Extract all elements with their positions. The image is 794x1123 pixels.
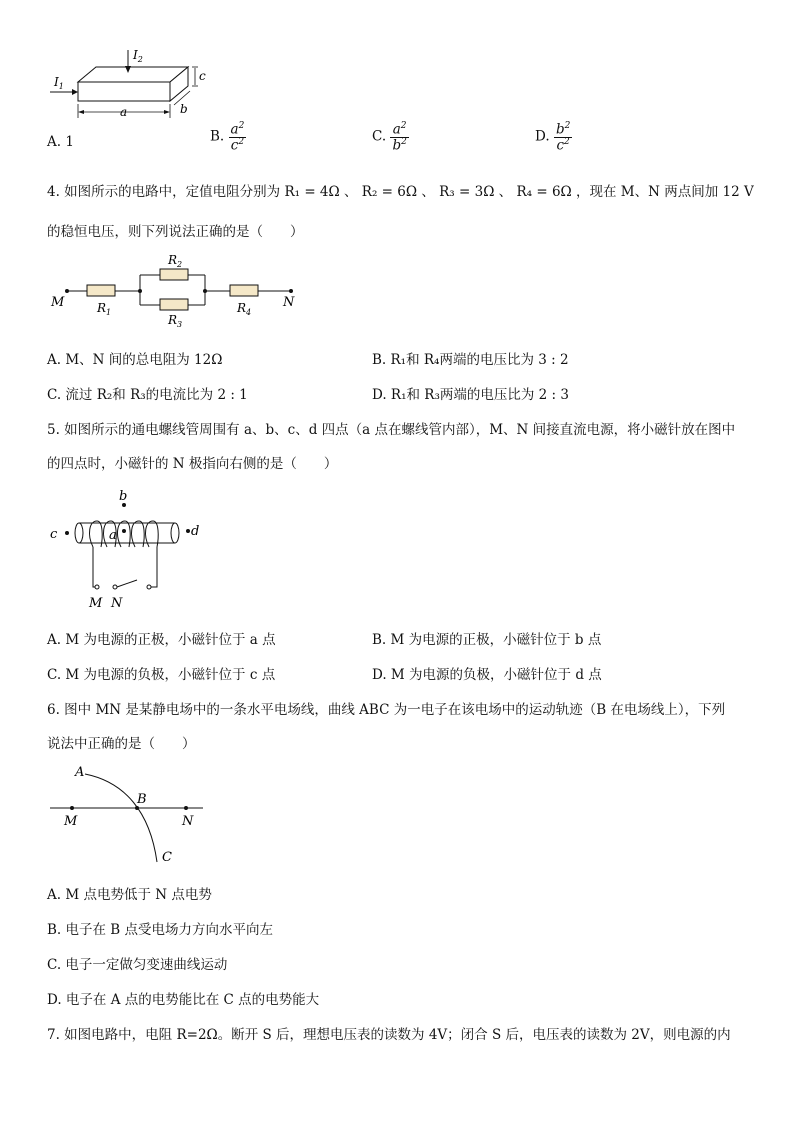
q3-label-i1: $I_1$ bbox=[54, 75, 64, 91]
q5-option-d: D. M 为电源的负极，小磁针位于 d 点 bbox=[372, 667, 602, 683]
q3-option-d: D. $\frac{b^2}{c^2}$ bbox=[535, 121, 571, 154]
q3-option-c: C. $\frac{a^2}{b^2}$ bbox=[372, 121, 407, 154]
q3-option-a: A. 1 bbox=[47, 134, 74, 150]
q5-option-b: B. M 为电源的正极，小磁针位于 b 点 bbox=[372, 632, 602, 648]
q6-label-c: C bbox=[162, 850, 172, 865]
q3-option-b: B. $\frac{a^2}{c^2}$ bbox=[210, 121, 245, 154]
q4-label-r3: $R_3$ bbox=[168, 313, 183, 329]
q5-option-c: C. M 为电源的负极，小磁针位于 c 点 bbox=[47, 667, 276, 683]
q6-stem-line2: 说法中正确的是（ ） bbox=[47, 736, 196, 752]
q4-stem-line2: 的稳恒电压，则下列说法正确的是（ ） bbox=[47, 224, 304, 240]
q4-label-r4: $R_4$ bbox=[237, 301, 252, 317]
q6-label-a: A bbox=[75, 765, 85, 780]
q5-label-d: d bbox=[191, 524, 200, 539]
q5-label-m: M bbox=[89, 596, 103, 611]
q5-label-b: b bbox=[119, 489, 128, 504]
q5-solenoid-figure bbox=[45, 485, 210, 615]
q5-label-c: c bbox=[50, 527, 58, 542]
q5-label-n: N bbox=[111, 596, 123, 611]
q6-option-d: D. 电子在 A 点的电势能比在 C 点的电势能大 bbox=[47, 992, 320, 1008]
q5-label-a: a bbox=[109, 528, 117, 543]
q4-option-a: A. M、N 间的总电阻为 12Ω bbox=[47, 352, 223, 368]
q6-label-m: M bbox=[64, 814, 78, 829]
q6-option-c: C. 电子一定做匀变速曲线运动 bbox=[47, 957, 228, 973]
q4-label-m: M bbox=[51, 295, 65, 310]
q6-option-a: A. M 点电势低于 N 点电势 bbox=[47, 887, 212, 903]
q4-option-b: B. R₁和 R₄两端的电压比为 3 : 2 bbox=[372, 352, 569, 368]
q6-field-figure bbox=[45, 762, 210, 872]
q3-label-i2: $I_2$ bbox=[133, 48, 143, 64]
q6-option-b: B. 电子在 B 点受电场力方向水平向左 bbox=[47, 922, 274, 938]
q4-option-d: D. R₁和 R₃两端的电压比为 2 : 3 bbox=[372, 387, 569, 403]
q4-stem-line1: 4. 如图所示的电路中，定值电阻分别为 R₁ = 4Ω 、 R₂ = 6Ω 、 R₃ = 3Ω 、 R₄ = 6Ω ，现在 M、N 两点间加 12 V bbox=[47, 184, 754, 200]
q3-label-c: c bbox=[199, 69, 206, 83]
q4-label-n: N bbox=[283, 295, 295, 310]
q4-label-r1: $R_1$ bbox=[97, 301, 112, 317]
q6-label-b: B bbox=[137, 792, 147, 807]
q4-label-r2: $R_2$ bbox=[168, 253, 183, 269]
q6-label-n: N bbox=[182, 814, 194, 829]
q5-option-a: A. M 为电源的正极，小磁针位于 a 点 bbox=[47, 632, 276, 648]
q3-label-a: a bbox=[120, 105, 128, 119]
q5-stem-line2: 的四点时，小磁针的 N 极指向右侧的是（ ） bbox=[47, 456, 338, 472]
q3-block-figure bbox=[40, 48, 220, 123]
q4-option-c: C. 流过 R₂和 R₃的电流比为 2 : 1 bbox=[47, 387, 248, 403]
q5-stem-line1: 5. 如图所示的通电螺线管周围有 a、b、c、d 四点（a 点在螺线管内部），M、N 间接直流电源，将小磁针放在图中 bbox=[47, 422, 736, 438]
q7-stem-line1: 7. 如图电路中，电阻 R=2Ω。断开 S 后，理想电压表的读数为 4V；闭合 S 后，电压表的读数为 2V，则电源的内 bbox=[47, 1027, 731, 1043]
q4-circuit-figure bbox=[45, 250, 315, 335]
q3-label-b: b bbox=[180, 102, 188, 116]
q6-stem-line1: 6. 图中 MN 是某静电场中的一条水平电场线，曲线 ABC 为一电子在该电场中的运动轨迹（B 在电场线上），下列 bbox=[47, 702, 726, 718]
